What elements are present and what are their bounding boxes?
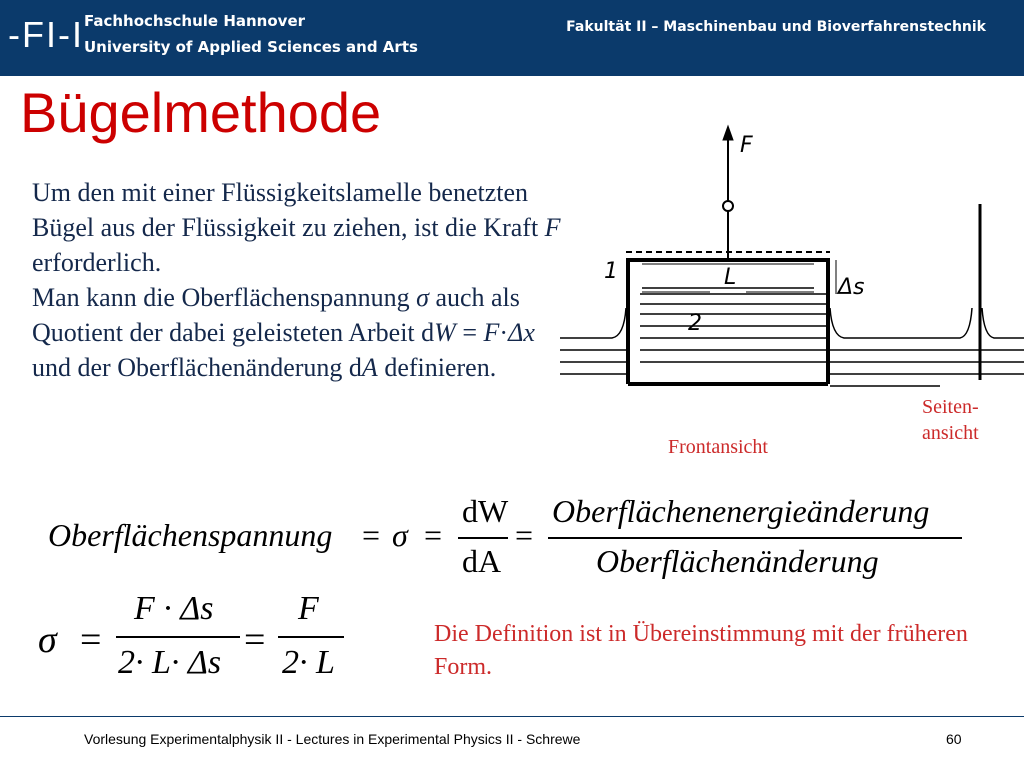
- footer-divider: [0, 716, 1024, 717]
- slide-title: Bügelmethode: [20, 81, 382, 144]
- delta-x-symbol: Δx: [508, 318, 535, 347]
- formula1-eq3: =: [515, 517, 534, 553]
- formula2-numerator-2: F: [298, 590, 319, 627]
- surface-tension-diagram: [560, 118, 1024, 418]
- equals-sign: =: [455, 318, 484, 347]
- formula1-sigma: σ: [392, 517, 408, 553]
- formula2-fraction-line-2: [278, 636, 344, 638]
- body-text-4: auch als Quotient der dabei geleisteten Arbeit d: [32, 283, 520, 347]
- formula2-fraction-line-1: [116, 636, 240, 638]
- footer-text: Vorlesung Experimentalphysik II - Lectures in Experimental Physics II - Schrewe: [84, 731, 581, 747]
- formula2-sigma: σ: [38, 619, 57, 661]
- side-view-label: [922, 394, 979, 446]
- formula1-denominator-2: Oberflächenänderung: [596, 543, 879, 579]
- body-paragraph: [32, 175, 572, 385]
- body-text-3: Man kann die Oberflächenspannung: [32, 283, 417, 312]
- formula2-eq2: =: [244, 619, 266, 661]
- force-label: F: [740, 133, 753, 158]
- work-symbol: W: [434, 318, 456, 347]
- sigma-symbol: σ: [416, 283, 429, 312]
- side-view-label-1: Seiten-: [922, 396, 979, 418]
- area-symbol: A: [361, 353, 378, 382]
- force-symbol-2: F: [483, 318, 500, 347]
- diagram-labels: [604, 133, 865, 336]
- formula1-eq1: =: [362, 517, 381, 553]
- formula2-denominator-2: 2· L: [282, 644, 335, 681]
- formula1-eq2: =: [424, 517, 443, 553]
- stirrup-frame: [626, 126, 836, 384]
- body-text-5: und der Oberflächenänderung d: [32, 353, 362, 382]
- formula2-eq1: =: [80, 619, 102, 661]
- body-text-2: erforderlich.: [32, 248, 162, 277]
- body-text-6: definieren.: [377, 353, 497, 382]
- formula1-fraction-line-1: [458, 537, 508, 539]
- formula1-lhs: Oberflächenspannung: [48, 517, 333, 553]
- slide-header: [0, 0, 1024, 76]
- logo: -FI-I: [8, 14, 84, 55]
- institution-name: Fachhochschule Hannover: [84, 12, 306, 30]
- formula1-fraction-line-2: [548, 537, 962, 539]
- formula1-denominator: dA: [462, 543, 502, 579]
- institution-subtitle: University of Applied Sciences and Arts: [84, 38, 418, 56]
- formula1-numerator-2: Oberflächenenergieänderung: [552, 493, 930, 529]
- front-view-label: Frontansicht: [668, 436, 768, 458]
- label-1: 1: [604, 259, 618, 284]
- page-number: 60: [946, 731, 962, 747]
- side-view-label-2: ansicht: [922, 422, 979, 444]
- body-text-1: Um den mit einer Flüssigkeitslamelle benetzten Bügel aus der Flüssigkeit zu ziehen, ist die Kraft: [32, 178, 545, 242]
- label-delta-s: Δs: [838, 275, 865, 300]
- dot-operator: ·: [499, 318, 509, 347]
- faculty-name: Fakultät II – Maschinenbau und Bioverfahrenstechnik: [566, 19, 986, 35]
- formula2-denominator: 2· L· Δs: [118, 644, 222, 681]
- label-L: L: [724, 265, 737, 290]
- force-symbol: F: [544, 213, 561, 242]
- formula2-numerator: F · Δs: [134, 590, 214, 627]
- definition-note: Die Definition ist in Übereinstimmung mit der früheren Form.: [434, 621, 968, 680]
- label-2: 2: [688, 311, 702, 336]
- formula1-numerator: dW: [462, 493, 509, 529]
